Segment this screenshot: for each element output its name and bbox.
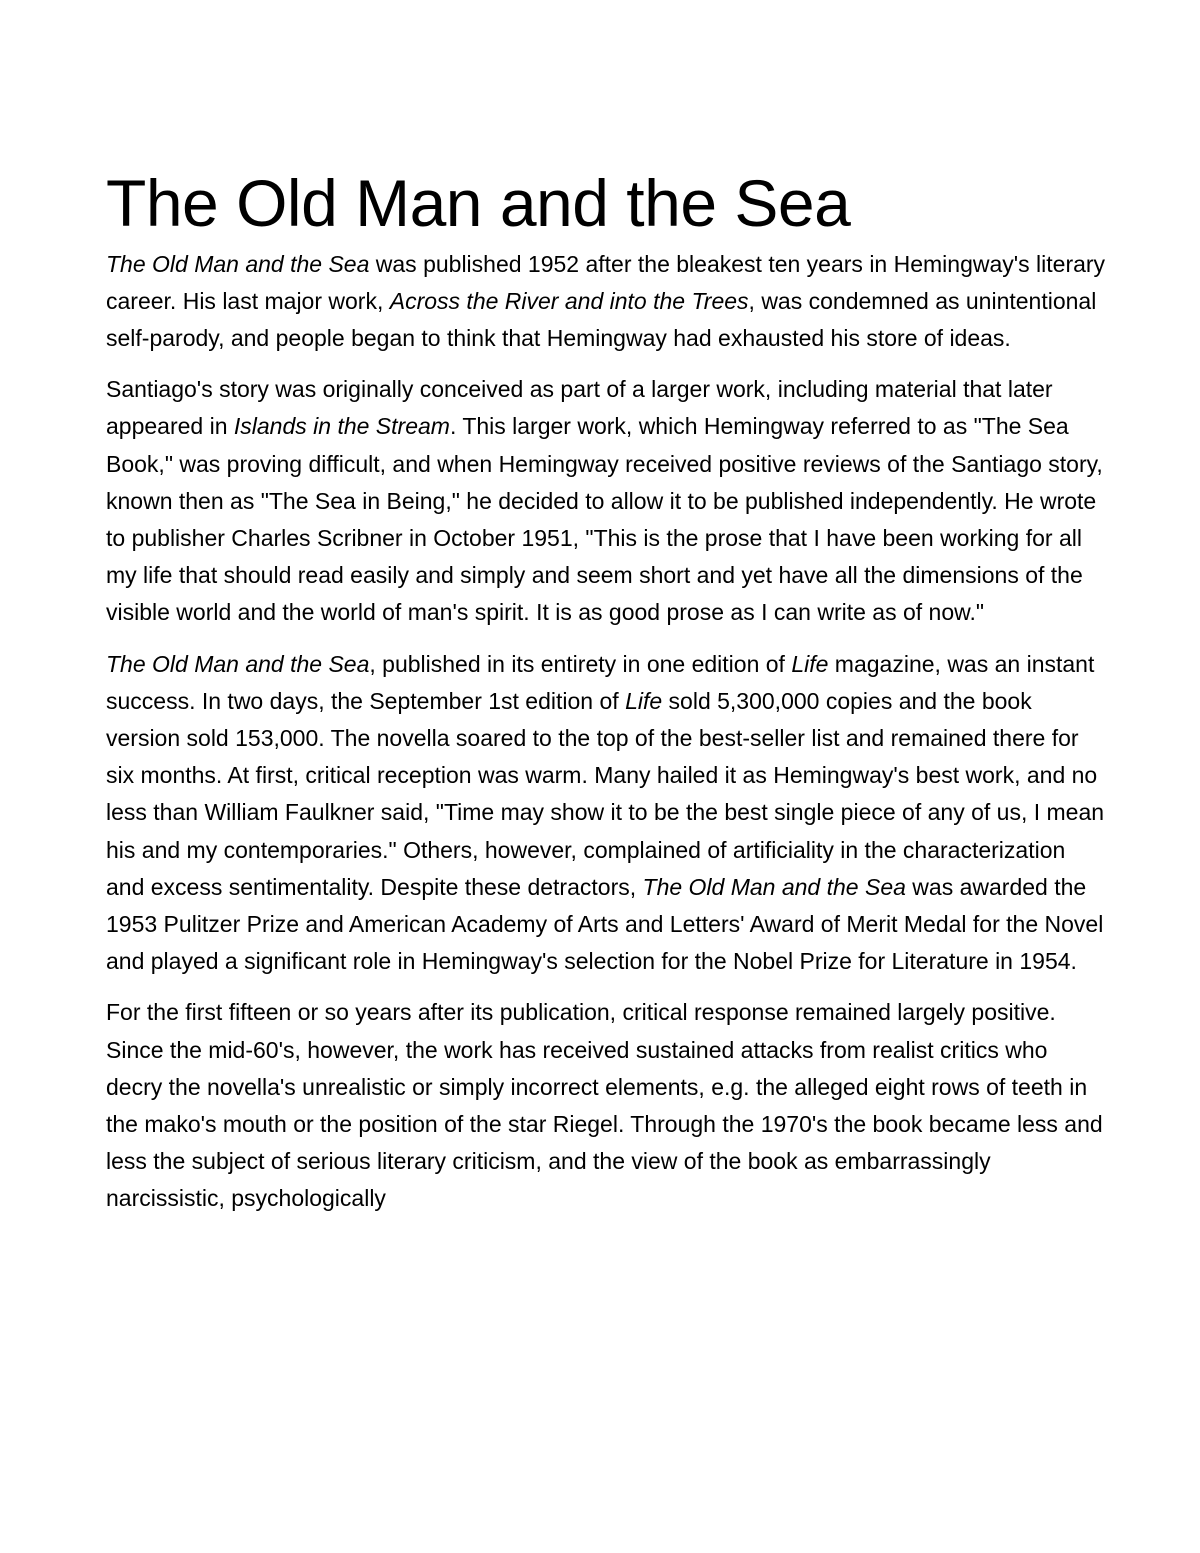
paragraph-text: Santiago's story was originally conceived as part of a larger work, including material that later appeared in — [106, 376, 1053, 440]
paragraph-text: , was condemned as unintentional self-parody, and people began to think that Hemingway had exhausted his store of ideas. — [106, 287, 1097, 351]
paragraph-1 — [106, 246, 1106, 358]
paragraph-text: . This larger work, which Hemingway referred to as "The Sea Book," was proving difficult, and when Hemingway received positive reviews of the Santiago story, known then as "The Sea in Being," he decided to allow it to be published independently. He wrote to publisher Charles Scribner in October 1951, "This is the prose that I have been working for all my life that should read easily and simply and seem short and yet have all the dimensions of the visible world and the world of man's spirit. It is as good prose as I can write as of now." — [106, 413, 1103, 626]
paragraph-text: magazine, was an instant success. In two days, the September 1st edition of — [106, 650, 1095, 714]
book-title-italic: The Old Man and the Sea — [106, 650, 370, 677]
book-title-italic: The Old Man and the Sea — [642, 873, 906, 900]
document-page — [106, 155, 1106, 1232]
book-title-italic: Across the River and into the Trees — [389, 287, 749, 314]
magazine-title-italic: Life — [791, 650, 829, 677]
paragraph-3 — [106, 646, 1106, 981]
paragraph-text: sold 5,300,000 copies and the book version sold 153,000. The novella soared to the top of the best-seller list and remained there for six months. At first, critical reception was warm. Many hailed it as Hemingway's best work, and no less than William Faulkner said, "Time may show it to be the best single piece of any of us, I mean his and my contemporaries." Others, however, complained of artificiality in the characterization and excess sentimentality. Despite these detractors, — [106, 687, 1105, 900]
paragraph-4 — [106, 994, 1106, 1217]
book-title-italic: Islands in the Stream — [233, 413, 450, 440]
paragraph-text: was awarded the 1953 Pulitzer Prize and American Academy of Arts and Letters' Award of Merit Medal for the Novel and played a significant role in Hemingway's selection for the Nobel Prize for Literature in 1954. — [106, 873, 1104, 975]
book-title-italic: The Old Man and the Sea — [106, 250, 370, 277]
paragraph-text: For the first fifteen or so years after its publication, critical response remained largely positive. Since the mid-60's, however, the work has received sustained attacks from realist critics who decry the novella's unrealistic or simply incorrect elements, e.g. the alleged eight rows of teeth in the mako's mouth or the position of the star Riegel. Through the 1970's the book became less and less the subject of serious literary criticism, and the view of the book as embarrassingly narcissistic, psychologically — [106, 999, 1103, 1212]
paragraph-2 — [106, 371, 1106, 631]
magazine-title-italic: Life — [625, 687, 663, 714]
document-title: The Old Man and the Sea — [106, 166, 851, 240]
paragraph-text: , published in its entirety in one edition of — [369, 650, 792, 677]
paragraph-text: was published 1952 after the bleakest ten years in Hemingway's literary career. His last major work, — [106, 250, 1106, 314]
